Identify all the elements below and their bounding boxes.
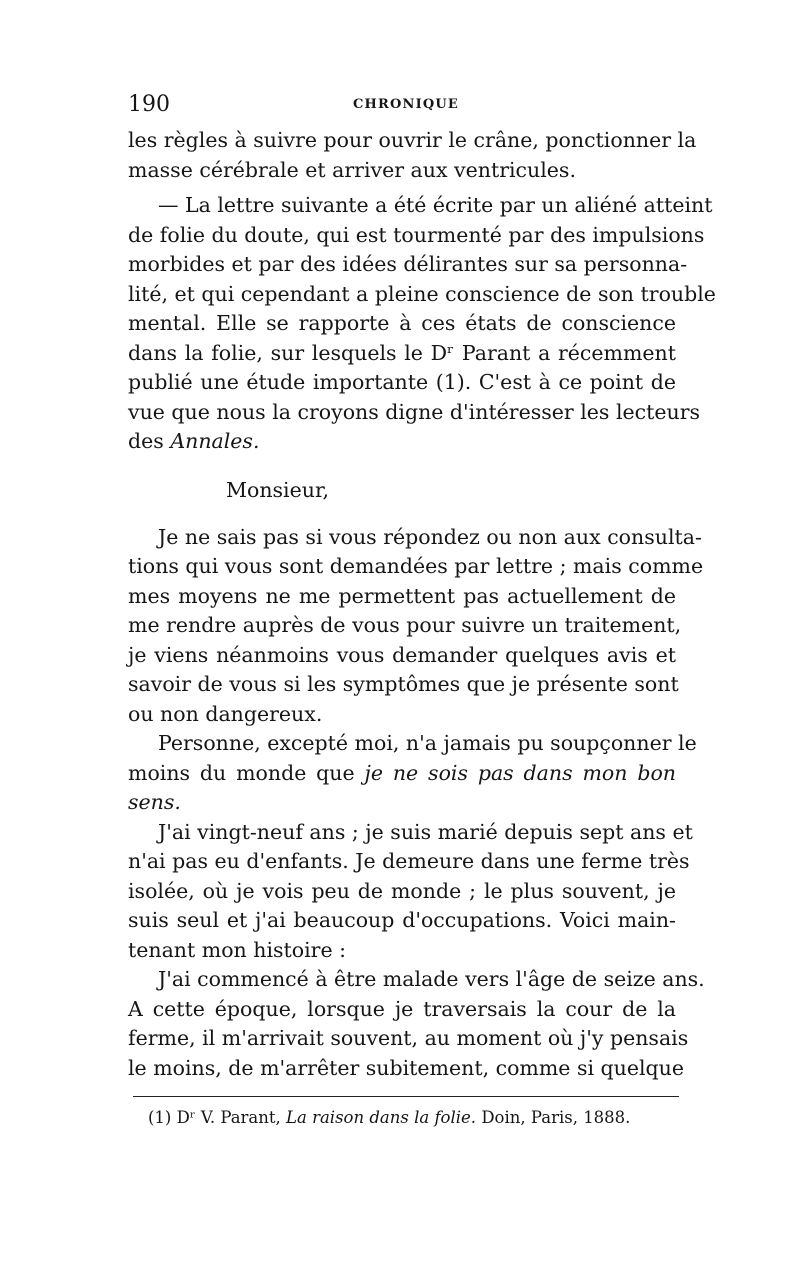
italic-phrase: je ne sois pas dans mon bon — [364, 760, 676, 785]
text-line: publié une étude importante (1). C'est à ce point de — [128, 370, 676, 394]
text-line: dans la folie, sur lesquels le Dʳ Parant a récemment — [128, 340, 676, 365]
text-line: masse cérébrale et arriver aux ventricules. — [128, 157, 576, 182]
text-line: de folie du doute, qui est tourmenté par des impulsions — [128, 222, 705, 247]
text-line: Je ne sais pas si vous répondez ou non aux consulta- — [158, 524, 702, 549]
text-line: — La lettre suivante a été écrite par un aliéné atteint — [158, 193, 713, 217]
running-head: CHRONIQUE — [352, 97, 460, 112]
text-line: ferme, il m'arrivait souvent, au moment où j'y pensais — [128, 1026, 689, 1050]
text-line: morbides et par des idées délirantes sur sa personna- — [128, 252, 688, 276]
footnote-publisher: Doin, Paris, 1888. — [481, 1108, 631, 1127]
footnote-author: Dʳ V. Parant, — [176, 1108, 281, 1127]
text-line: le moins, de m'arrêter subitement, comme si quelque — [128, 1055, 685, 1080]
text-line — [128, 427, 676, 457]
text-line: me rendre auprès de vous pour suivre un traitement, — [128, 613, 682, 637]
text-line — [128, 759, 676, 789]
text-line — [128, 788, 676, 818]
text-line: isolée, où je vois peu de monde ; le plus souvent, je — [128, 878, 676, 903]
italic-journal-title: Annales. — [170, 429, 260, 453]
text-line: n'ai pas eu d'enfants. Je demeure dans une ferme très — [128, 849, 690, 873]
text-line: mental. Elle se rapporte à ces états de conscience — [128, 311, 676, 335]
text-line: tenant mon histoire : — [128, 937, 347, 962]
footnote-marker: (1) — [148, 1108, 172, 1127]
text-line: tions qui vous sont demandées par lettre ; mais comme — [128, 554, 704, 578]
text-line: je viens néanmoins vous demander quelques avis et — [128, 642, 676, 667]
text-line: vue que nous la croyons digne d'intéresser les lecteurs — [128, 399, 701, 424]
page-number: 190 — [128, 92, 170, 117]
text-line: Personne, excepté moi, n'a jamais pu soupçonner le — [158, 731, 697, 755]
letter-salutation: Monsieur, — [226, 477, 330, 502]
text-line: ou non dangereux. — [128, 701, 323, 726]
text-line: A cette époque, lorsque je traversais la cour de la — [128, 996, 676, 1021]
text-line: lité, et qui cependant a pleine conscience de son trouble — [128, 281, 716, 306]
footnote-title: La raison dans la folie. — [286, 1108, 477, 1127]
footnote — [148, 1108, 630, 1127]
text-line: J'ai commencé à être malade vers l'âge de seize ans. — [158, 967, 705, 991]
text-line: savoir de vous si les symptômes que je présente sont — [128, 672, 679, 696]
text-fragment: moins du monde que — [128, 760, 355, 785]
text-line: mes moyens ne me permettent pas actuellement de — [128, 583, 676, 608]
text-line: suis seul et j'ai beaucoup d'occupations. Voici main- — [128, 908, 676, 932]
text-line: J'ai vingt-neuf ans ; je suis marié depuis sept ans et — [158, 819, 693, 844]
page-body — [128, 126, 716, 1083]
footnote-rule — [133, 1096, 679, 1097]
text-line: les règles à suivre pour ouvrir le crâne, ponctionner la — [128, 128, 697, 152]
text-fragment: des — [128, 429, 164, 453]
italic-phrase: sens. — [128, 790, 181, 814]
page-header — [128, 92, 684, 118]
